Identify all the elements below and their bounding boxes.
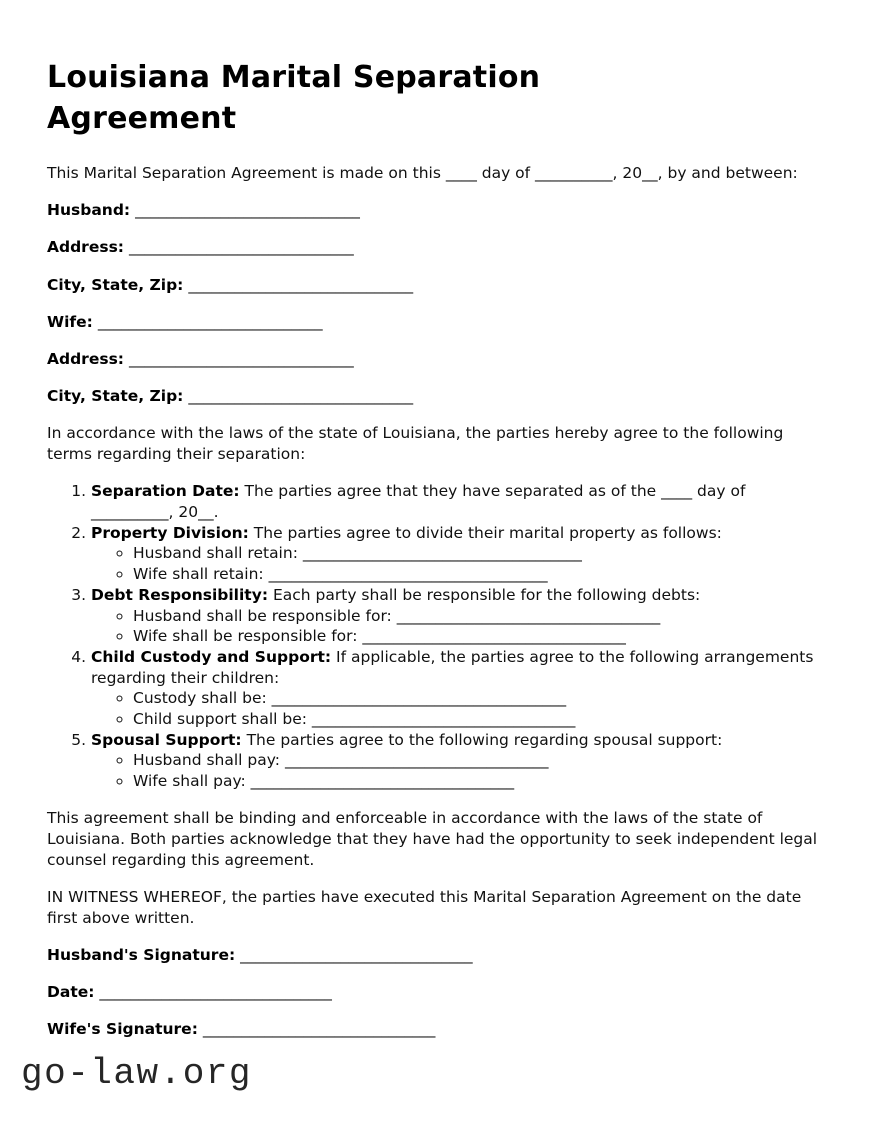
intro-paragraph: This Marital Separation Agreement is made on this ____ day of __________, 20__, by and between: — [47, 164, 798, 182]
term-label: Separation Date: — [91, 482, 240, 501]
field-label: Husband: — [47, 201, 131, 220]
term-item-property-division — [91, 523, 822, 585]
signature-label: Date: — [47, 983, 95, 1002]
sub-item — [133, 771, 822, 792]
sub-text: Husband shall retain: ____________________________________ — [133, 544, 582, 563]
term-label: Spousal Support: — [91, 730, 242, 749]
field-line-husband — [47, 200, 822, 221]
term-label: Property Division: — [91, 523, 249, 542]
term-sub-list — [91, 606, 822, 647]
terms-list — [47, 481, 822, 792]
signature-blank: ______________________________ — [202, 1020, 436, 1039]
field-line-husband-city-state-zip — [47, 275, 822, 296]
field-label: Wife: — [47, 312, 93, 331]
document-title: Louisiana Marital Separation Agreement — [47, 60, 541, 136]
preamble-paragraph: In accordance with the laws of the state of Louisiana, the parties hereby agree to the following terms regarding their separation: — [47, 424, 784, 464]
field-line-wife — [47, 312, 822, 333]
signature-label: Wife's Signature: — [47, 1020, 198, 1039]
term-text: The parties agree that they have separated as of the ____ day of __________, 20__. — [91, 482, 746, 522]
sub-item — [133, 626, 822, 647]
field-label: City, State, Zip: — [47, 275, 184, 294]
sub-text: Wife shall retain: ____________________________________ — [133, 565, 548, 584]
field-line-wife-city-state-zip — [47, 386, 822, 407]
field-blank: _____________________________ — [188, 275, 414, 294]
term-text: Each party shall be responsible for the following debts: — [272, 585, 701, 604]
field-label: Address: — [47, 350, 124, 369]
term-item-child-custody-support — [91, 647, 822, 730]
signature-line-wife — [47, 1019, 822, 1040]
signature-label: Husband's Signature: — [47, 945, 236, 964]
sub-text: Wife shall be responsible for: __________________________________ — [133, 627, 626, 646]
term-text: The parties agree to the following regarding spousal support: — [246, 730, 723, 749]
field-label: City, State, Zip: — [47, 387, 184, 406]
term-sub-list — [91, 750, 822, 791]
term-sub-list — [91, 543, 822, 584]
term-item-spousal-support — [91, 730, 822, 792]
sub-text: Husband shall be responsible for: __________________________________ — [133, 606, 661, 625]
witness-paragraph: IN WITNESS WHEREOF, the parties have executed this Marital Separation Agreement on the date first above written. — [47, 887, 802, 927]
sub-text: Wife shall pay: __________________________________ — [133, 772, 515, 791]
signature-line-date — [47, 982, 822, 1003]
sub-item — [133, 543, 822, 564]
field-blank: _____________________________ — [97, 312, 323, 331]
sub-item — [133, 709, 822, 730]
field-blank: _____________________________ — [135, 201, 360, 220]
field-blank: _____________________________ — [188, 387, 414, 406]
sub-item — [133, 688, 822, 709]
signature-blank: ______________________________ — [240, 945, 473, 964]
field-line-husband-address — [47, 237, 822, 258]
field-label: Address: — [47, 238, 124, 257]
term-label: Child Custody and Support: — [91, 647, 332, 666]
field-blank: _____________________________ — [128, 238, 354, 257]
term-item-debt-responsibility — [91, 585, 822, 647]
field-line-wife-address — [47, 349, 822, 370]
term-label: Debt Responsibility: — [91, 585, 269, 604]
sub-item — [133, 606, 822, 627]
term-item-separation-date — [91, 481, 822, 522]
golaw-watermark: go-law.org — [21, 1053, 253, 1094]
signature-blank: ______________________________ — [99, 983, 332, 1002]
term-text: If applicable, the parties agree to the following arrangements regarding their children: — [91, 647, 814, 687]
signature-line-husband — [47, 945, 822, 966]
sub-item — [133, 564, 822, 585]
term-text: The parties agree to divide their marital property as follows: — [253, 523, 722, 542]
sub-text: Husband shall pay: __________________________________ — [133, 751, 549, 770]
sub-item — [133, 750, 822, 771]
term-sub-list — [91, 688, 822, 729]
sub-text: Child support shall be: __________________________________ — [133, 710, 576, 729]
sub-text: Custody shall be: ______________________________________ — [133, 689, 567, 708]
field-blank: _____________________________ — [128, 350, 354, 369]
binding-paragraph: This agreement shall be binding and enforceable in accordance with the laws of the state of Louisiana. Both parties acknowledge that they have had the opportunity to seek independent legal counsel regarding this agreement. — [47, 809, 818, 869]
